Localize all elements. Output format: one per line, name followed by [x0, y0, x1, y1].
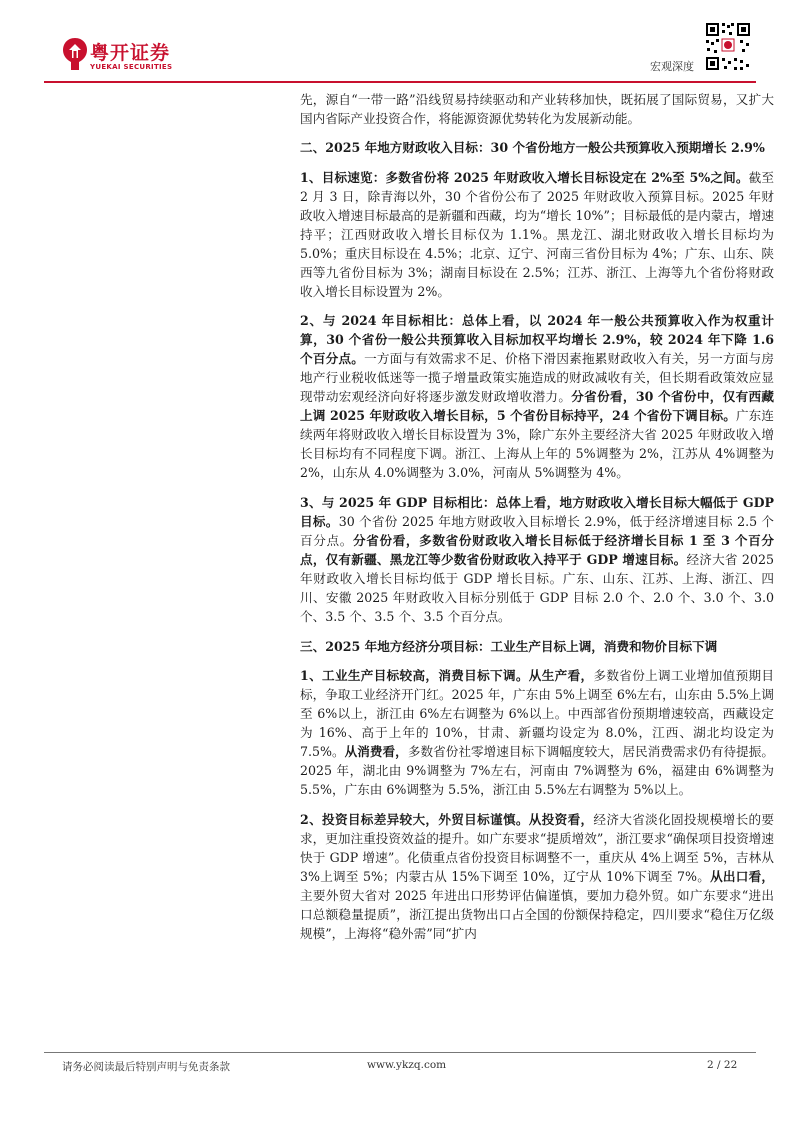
paragraph-targets-overview — [300, 168, 774, 301]
footer-page-number: 2 / 22 — [707, 1059, 738, 1071]
section-heading-fiscal: 二、2025 年地方财政收入目标：30 个省份地方一般公共预算收入预期增长 2.9% — [300, 140, 765, 155]
text-vs-gdp-a: 30 个省份 2025 年地方财政收入目标增长 2.9%，低于经济增速目标 2.5 个百分点。 — [300, 514, 775, 549]
bold-vs-gdp-provinces: 分省份看，多数省份财政收入增长目标低于经济增长目标 1 至 3 个百分点，仅有新疆、黑龙江等少数省份财政收入持平于 GDP 增速目标。 — [300, 533, 774, 568]
paragraph-investment-trade — [300, 810, 774, 943]
text-investment: 经济大省淡化固投规模增长的要求，更加注重投资效益的提升。如广东要求“提质增效”，浙江要求“确保项目投资增速快于 GDP 增速”。化债重点省份投资目标调整不一，重庆从 4%上调至 5%，吉林从 3%上调至 5%；内蒙古从 15%下调至 10%，辽宁从 10%下调至 7%。 — [300, 812, 775, 885]
subheading-targets-overview: 1、目标速览：多数省份将 2025 年财政收入增长目标设定在 2%至 5%之间。 — [300, 169, 749, 185]
yuekai-logo — [62, 36, 192, 78]
header-divider — [44, 81, 756, 83]
footer-divider — [44, 1052, 756, 1053]
text-vs-2024-a: 一方面与有效需求不足、价格下滑因素拖累财政收入有关，另一方面与房地产行业税收低迷等一揽子增量政策实施造成的财政减收有关，但长期看政策效应显现带动宏观经济向好将逐步激发财政增收潜力。 — [300, 351, 775, 405]
text-production: 多数省份上调工业增加值预期目标，争取工业经济开门红。2025 年，广东由 5%上调至 6%左右，山东由 5.5%上调至 6%以上，浙江由 6%左右调整为 6%以上。中西部省份预期增速较高，西藏设定为 16%、高于上年的 10%，甘肃、新疆均设定为 8.0%，江西、湖北均设定为 7.5%。 — [300, 668, 775, 760]
intro-paragraph: 先，源自“一带一路”沿线贸易持续驱动和产业转移加快，既拓展了国际贸易，又扩大国内省际产业投资合作，将能源资源优势转化为发展新动能。 — [300, 92, 774, 126]
subheading-investment-trade: 2、投资目标差异较大，外贸目标谨慎。 — [300, 812, 529, 828]
paragraph-vs-2024 — [300, 311, 774, 482]
bold-export: 从出口看， — [710, 869, 774, 885]
text-vs-gdp-b: 经济大省 2025 年财政收入增长目标均低于 GDP 增长目标。广东、山东、江苏、上海、浙江、四川、安徽 2025 年财政收入目标分别低于 GDP 目标 2.0 个、2.0 个、3.0 个、3.0 个、3.5 个、3.5 个、3.5 个百分点。 — [300, 552, 774, 625]
bold-investment: 从投资看， — [528, 812, 594, 828]
subheading-industry-consumption: 1、工业生产目标较高，消费目标下调。 — [300, 668, 529, 684]
bold-production: 从生产看， — [528, 668, 594, 684]
subheading-vs-2024: 2、与 2024 年目标相比：总体上看，以 2024 年一般公共预算收入作为权重计算，30 个省份一般公共预算收入目标加权平均增长 2.9%，较 2024 年下降 1.6 个百分点。 — [300, 313, 774, 367]
report-body — [300, 90, 774, 954]
subheading-vs-gdp: 3、与 2025 年 GDP 目标相比：总体上看，地方财政收入增长目标大幅低于 GDP 目标。 — [300, 495, 774, 530]
bold-consumption: 从消费看， — [344, 744, 408, 760]
qr-code-icon — [704, 20, 752, 74]
section-heading-economy: 三、2025 年地方经济分项目标：工业生产目标上调，消费和物价目标下调 — [300, 638, 718, 654]
paragraph-industry-consumption — [300, 666, 774, 799]
text-vs-2024-b: 广东连续两年将财政收入增长目标设置为 3%，除广东外主要经济大省 2025 年财政收入增长目标均有不同程度下调。浙江、上海从上年的 5%调整为 2%，江苏从 4%调整为 2%，山东从 4.0%调整为 3.0%，河南从 5%调整为 4%。 — [300, 408, 774, 481]
text-export: 主要外贸大省对 2025 年进出口形势评估偏谨慎，要加力稳外贸。如广东要求“进出口总额稳量提质”，浙江提出货物出口占全国的份额保持稳定，四川要求“稳住万亿级规模”，上海将“稳外需”同“扩内 — [300, 888, 774, 942]
logo-text-en: YUEKAI SECURITIES — [90, 63, 173, 71]
text-targets-overview: 截至 2 月 3 日，除青海以外，30 个省份公布了 2025 年财政收入预算目标。2025 年财政收入增速目标最高的是新疆和西藏，均为“增长 10%”；目标最低的是内蒙古，增速持平；江西财政收入增长目标仅为 1.1%。黑龙江、湖北财政收入增长目标均为 5.0%；重庆目标设在 4.5%；北京、辽宁、河南三省份目标为 4%；广东、山东、陕西等九省份目标为 3%；湖南目标设在 2.5%；江苏、浙江、上海等九个省份将财政收入增长目标设置为 2%。 — [300, 169, 774, 299]
paragraph-vs-gdp — [300, 493, 774, 626]
yuekai-emblem-icon — [62, 36, 88, 72]
bold-vs-2024-provinces: 分省份看，30 个省份中，仅有西藏上调 2025 年财政收入增长目标，5 个省份目标持平，24 个省份下调目标。 — [300, 389, 774, 424]
logo-text-cn: 粤开证券 — [90, 42, 171, 64]
text-consumption: 多数省份社零增速目标下调幅度较大，居民消费需求仍有待提振。2025 年，湖北由 9%调整为 7%左右，河南由 7%调整为 6%，福建由 6%调整为 5.5%，广东由 6%调整为 5.5%，浙江由 5.5%左右调整为 5%以上。 — [300, 744, 775, 798]
page-header — [0, 0, 793, 92]
section-label: 宏观深度 — [650, 60, 694, 73]
footer-disclaimer: 请务必阅读最后特别声明与免责条款 — [62, 1061, 230, 1073]
footer-url[interactable]: www.ykzq.com — [367, 1059, 447, 1071]
